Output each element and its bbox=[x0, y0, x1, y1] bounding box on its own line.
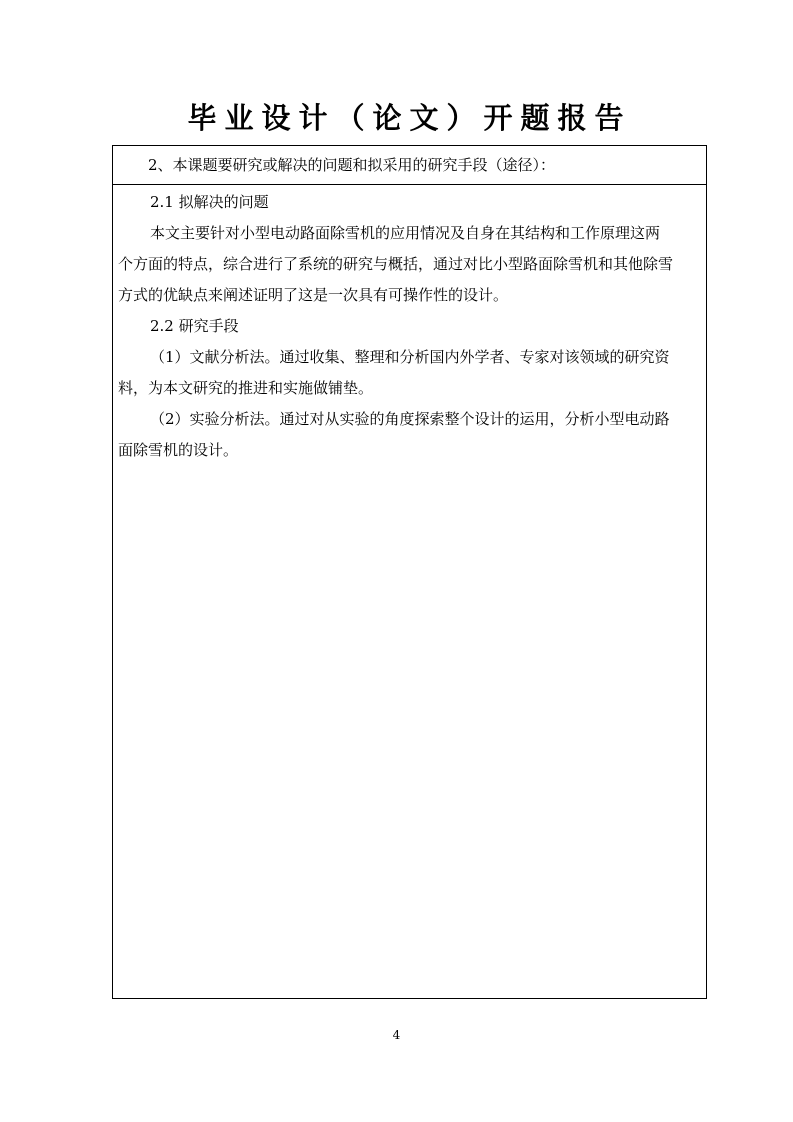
method-line: （1）文献分析法。通过收集、整理和分析国内外学者、专家对该领域的研究资 bbox=[150, 348, 670, 366]
page-title: 毕业设计（论文）开题报告 bbox=[187, 101, 632, 135]
report-form-box bbox=[112, 145, 707, 999]
paragraph-line: 本文主要针对小型电动路面除雪机的应用情况及自身在其结构和工作原理这两 bbox=[150, 224, 661, 242]
paragraph-line: 方式的优缺点来阐述证明了这是一次具有可操作性的设计。 bbox=[118, 286, 509, 304]
method-line: 料，为本文研究的推进和实施做铺垫。 bbox=[118, 379, 374, 397]
section-header-row bbox=[113, 146, 706, 185]
subsection-heading-methods: 2.2 研究手段 bbox=[150, 317, 239, 335]
method-line: 面除雪机的设计。 bbox=[118, 441, 239, 459]
method-line: （2）实验分析法。通过对从实验的角度探索整个设计的运用，分析小型电动路 bbox=[150, 410, 670, 428]
page-number: 4 bbox=[392, 1028, 401, 1042]
paragraph-line: 个方面的特点，综合进行了系统的研究与概括，通过对比小型路面除雪机和其他除雪 bbox=[118, 255, 674, 273]
section-header-text: 2、本课题要研究或解决的问题和拟采用的研究手段（途径）： bbox=[148, 156, 556, 174]
subsection-heading-problems: 2.1 拟解决的问题 bbox=[150, 193, 269, 211]
